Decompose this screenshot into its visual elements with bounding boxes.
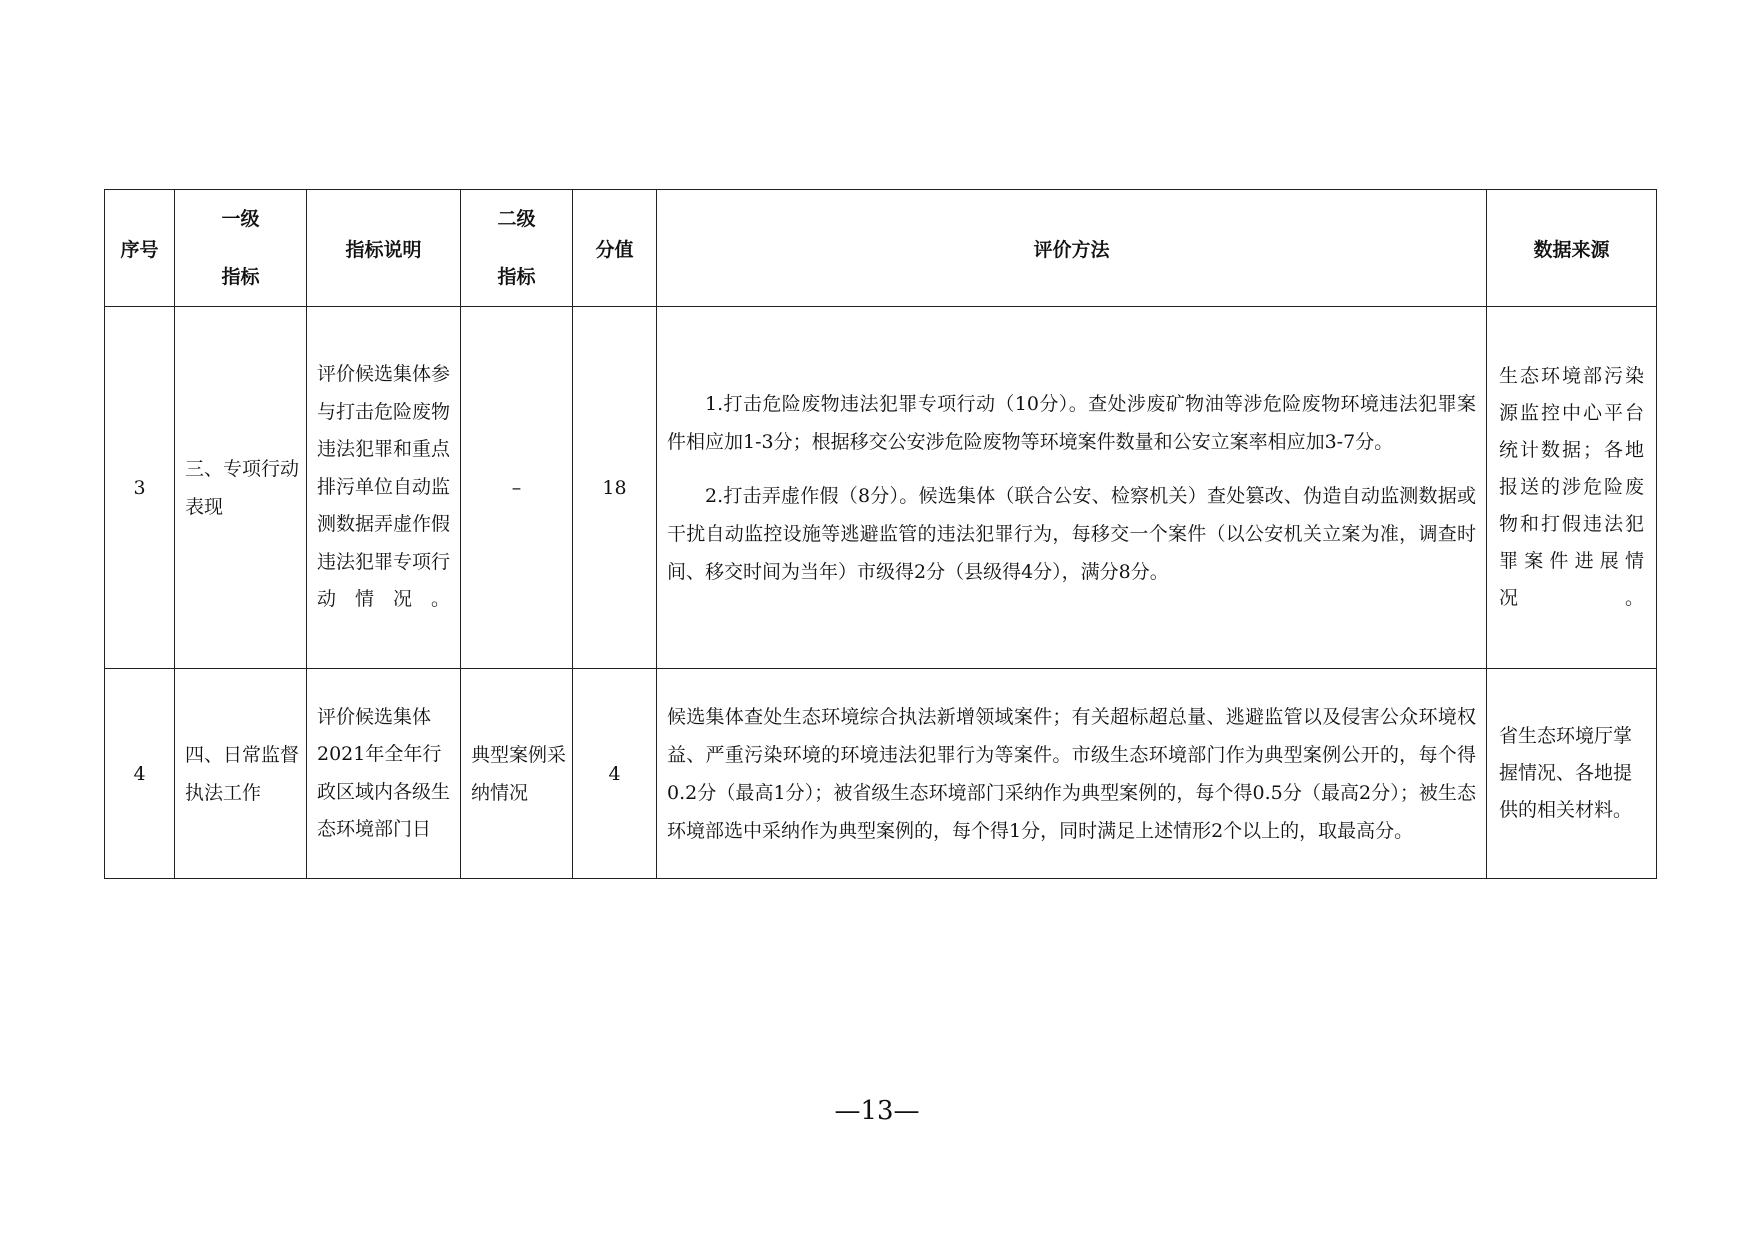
row-index: 4 xyxy=(105,669,175,879)
header-level2 xyxy=(461,190,573,307)
table-row xyxy=(105,669,1657,879)
page-number: —13— xyxy=(834,1096,920,1126)
row-description: 评价候选集体2021年全年行政区域内各级生态环境部门日 xyxy=(307,669,461,879)
table-row xyxy=(105,307,1657,669)
row-level2: – xyxy=(461,307,573,669)
row-description: 评价候选集体参与打击危险废物违法犯罪和重点排污单位自动监测数据弄虚作假违法犯罪专项行动情况。 xyxy=(307,307,461,669)
row-score: 4 xyxy=(573,669,657,879)
method-item-1: 1.打击危险废物违法犯罪专项行动（10分）。查处涉废矿物油等涉危险废物环境违法犯罪案件相应加1-3分；根据移交公安涉危险废物等环境案件数量和公安立案率相应加3-7分。 xyxy=(667,392,1476,453)
header-level2-line1: 二级 xyxy=(497,208,536,230)
row-index: 3 xyxy=(105,307,175,669)
header-method: 评价方法 xyxy=(657,190,1487,307)
row-method xyxy=(657,669,1487,879)
row-level1: 四、日常监督执法工作 xyxy=(175,669,307,879)
row-level2: 典型案例采纳情况 xyxy=(461,669,573,879)
header-level1 xyxy=(175,190,307,307)
row-method xyxy=(657,307,1487,669)
header-level2-line2: 指标 xyxy=(497,266,536,288)
evaluation-table xyxy=(104,189,1657,879)
row-score: 18 xyxy=(573,307,657,669)
method-item-1: 候选集体查处生态环境综合执法新增领域案件；有关超标超总量、逃避监管以及侵害公众环境权益、严重污染环境的环境违法犯罪行为等案件。市级生态环境部门作为典型案例公开的，每个得0.2分（最高1分）；被省级生态环境部门采纳作为典型案例的，每个得0.5分（最高2分）；被生态环境部选中采纳作为典型案例的，每个得1分，同时满足上述情形2个以上的，取最高分。 xyxy=(667,705,1476,842)
row-source: 省生态环境厅掌握情况、各地提供的相关材料。 xyxy=(1487,669,1657,879)
header-score: 分值 xyxy=(573,190,657,307)
header-index: 序号 xyxy=(105,190,175,307)
method-item-2: 2.打击弄虚作假（8分）。候选集体（联合公安、检察机关）查处篡改、伪造自动监测数据或干扰自动监控设施等逃避监管的违法犯罪行为，每移交一个案件（以公安机关立案为准，调查时间、移交时间为当年）市级得2分（县级得4分），满分8分。 xyxy=(667,484,1476,583)
header-description: 指标说明 xyxy=(307,190,461,307)
header-source: 数据来源 xyxy=(1487,190,1657,307)
header-level1-line2: 指标 xyxy=(221,266,260,288)
header-row xyxy=(105,190,1657,307)
row-level1: 三、专项行动表现 xyxy=(175,307,307,669)
header-level1-line1: 一级 xyxy=(221,208,260,230)
row-source: 生态环境部污染源监控中心平台统计数据；各地报送的涉危险废物和打假违法犯罪案件进展情况。 xyxy=(1487,307,1657,669)
